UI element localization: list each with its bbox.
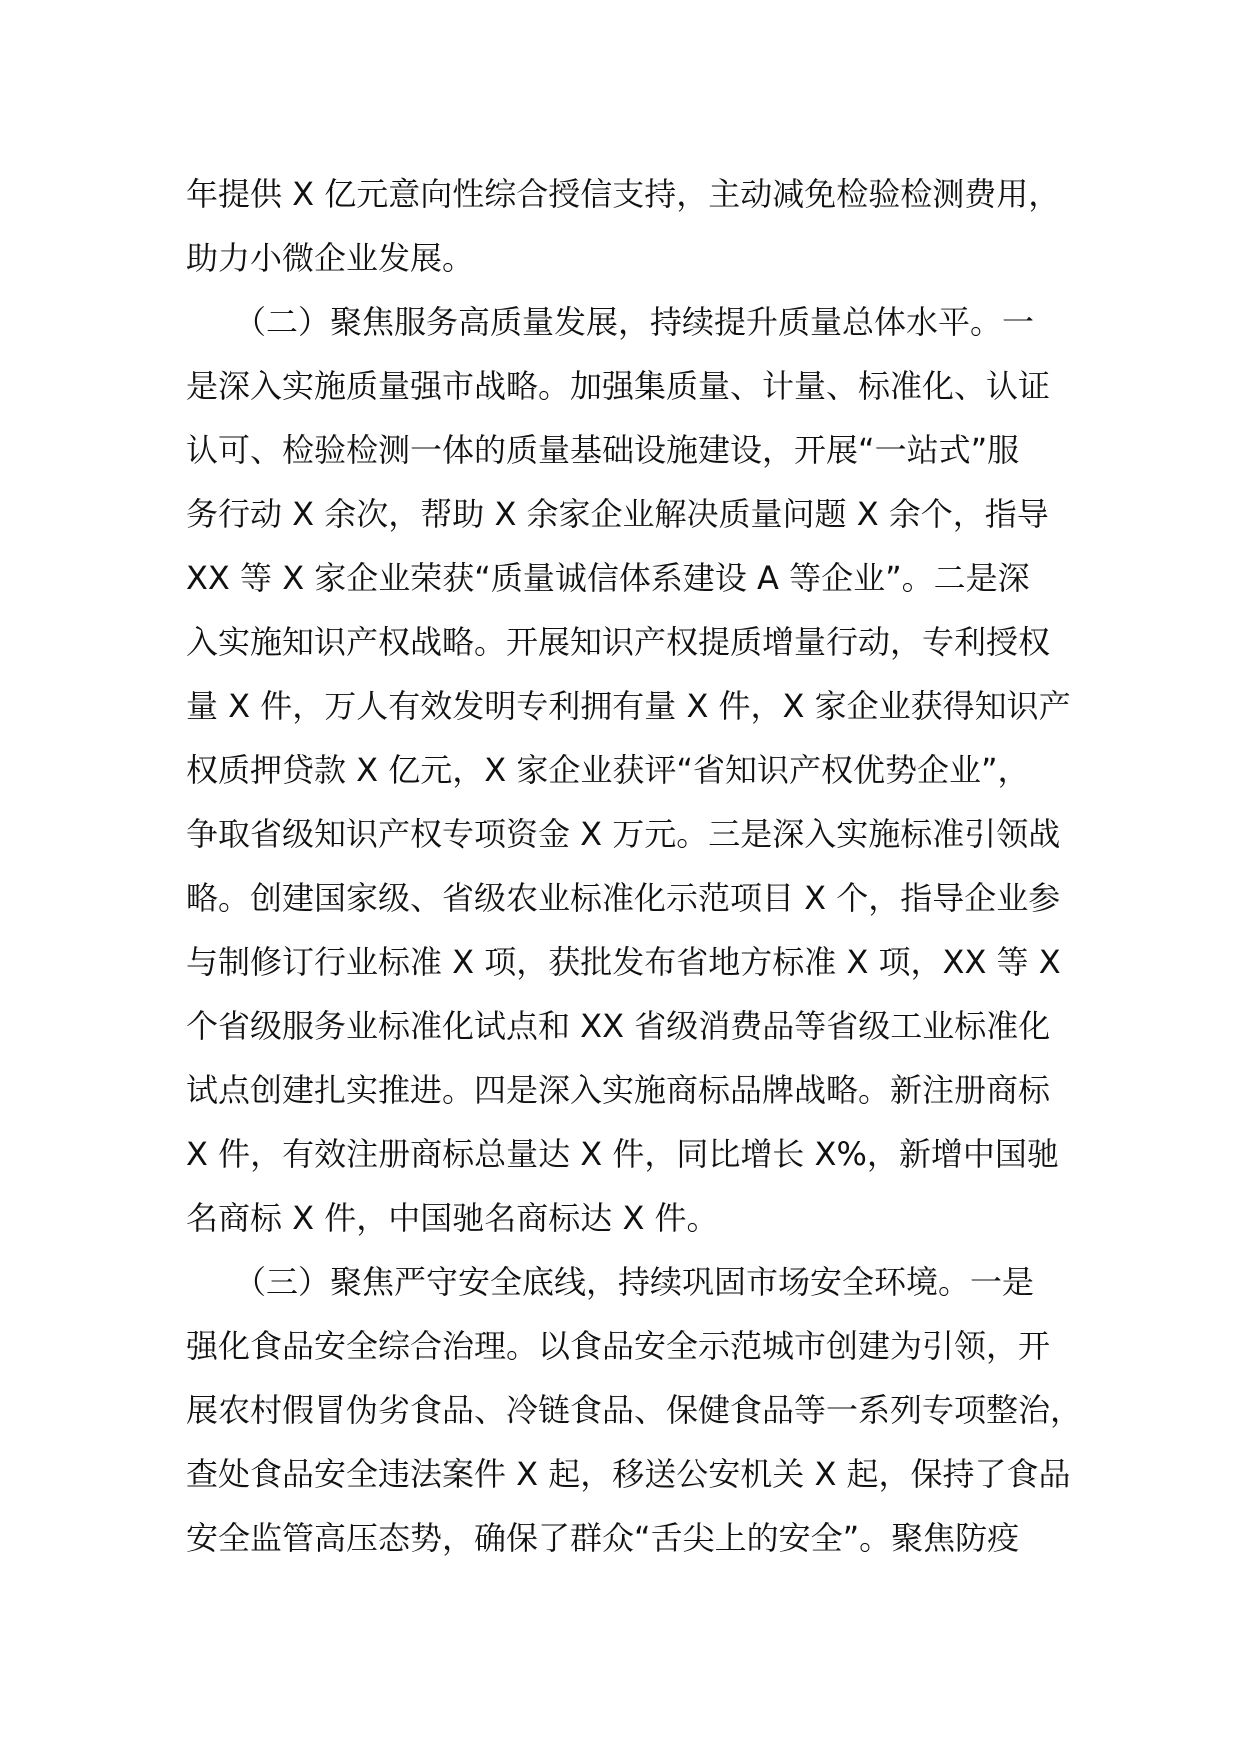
text-line: 入实施知识产权战略。开展知识产权提质增量行动，专利授权 — [186, 623, 1051, 661]
text-line: 展农村假冒伪劣食品、冷链食品、保健食品等一系列专项整治， — [186, 1391, 1083, 1429]
text-line: X 件，有效注册商标总量达 X 件，同比增长 X%，新增中国驰 — [186, 1135, 1059, 1173]
text-line: 与制修订行业标准 X 项，获批发布省地方标准 X 项，XX 等 X — [186, 943, 1061, 981]
text-line: 认可、检验检测一体的质量基础设施建设，开展“一站式”服 — [186, 431, 1020, 469]
paragraph-heading-line: （三）聚焦严守安全底线，持续巩固市场安全环境。一是 — [186, 1263, 1035, 1301]
text-line: 权质押贷款 X 亿元，X 家企业获评“省知识产权优势企业”， — [186, 751, 1030, 789]
text-line: 助力小微企业发展。 — [186, 239, 475, 277]
text-line: 查处食品安全违法案件 X 起，移送公安机关 X 起，保持了食品 — [186, 1455, 1071, 1493]
text-line: 试点创建扎实推进。四是深入实施商标品牌战略。新注册商标 — [186, 1071, 1051, 1109]
text-line: 争取省级知识产权专项资金 X 万元。三是深入实施标准引领战 — [186, 815, 1061, 853]
text-line: 名商标 X 件，中国驰名商标达 X 件。 — [186, 1199, 719, 1237]
text-line: 个省级服务业标准化试点和 XX 省级消费品等省级工业标准化 — [186, 1007, 1051, 1045]
text-line: 安全监管高压态势，确保了群众“舌尖上的安全”。聚焦防疫 — [186, 1519, 1020, 1557]
paragraph-heading-line: （二）聚焦服务高质量发展，持续提升质量总体水平。一 — [186, 303, 1035, 341]
body-text — [186, 162, 1086, 1570]
text-line: 务行动 X 余次，帮助 X 余家企业解决质量问题 X 余个，指导 — [186, 495, 1049, 533]
text-line: 强化食品安全综合治理。以食品安全示范城市创建为引领，开 — [186, 1327, 1051, 1365]
text-line: 量 X 件，万人有效发明专利拥有量 X 件，X 家企业获得知识产 — [186, 687, 1071, 725]
text-line: 是深入实施质量强市战略。加强集质量、计量、标准化、认证 — [186, 367, 1051, 405]
text-line: 年提供 X 亿元意向性综合授信支持，主动减免检验检测费用， — [186, 175, 1061, 213]
text-line: XX 等 X 家企业荣获“质量诚信体系建设 A 等企业”。二是深 — [186, 559, 1030, 597]
text-line: 略。创建国家级、省级农业标准化示范项目 X 个，指导企业参 — [186, 879, 1061, 917]
